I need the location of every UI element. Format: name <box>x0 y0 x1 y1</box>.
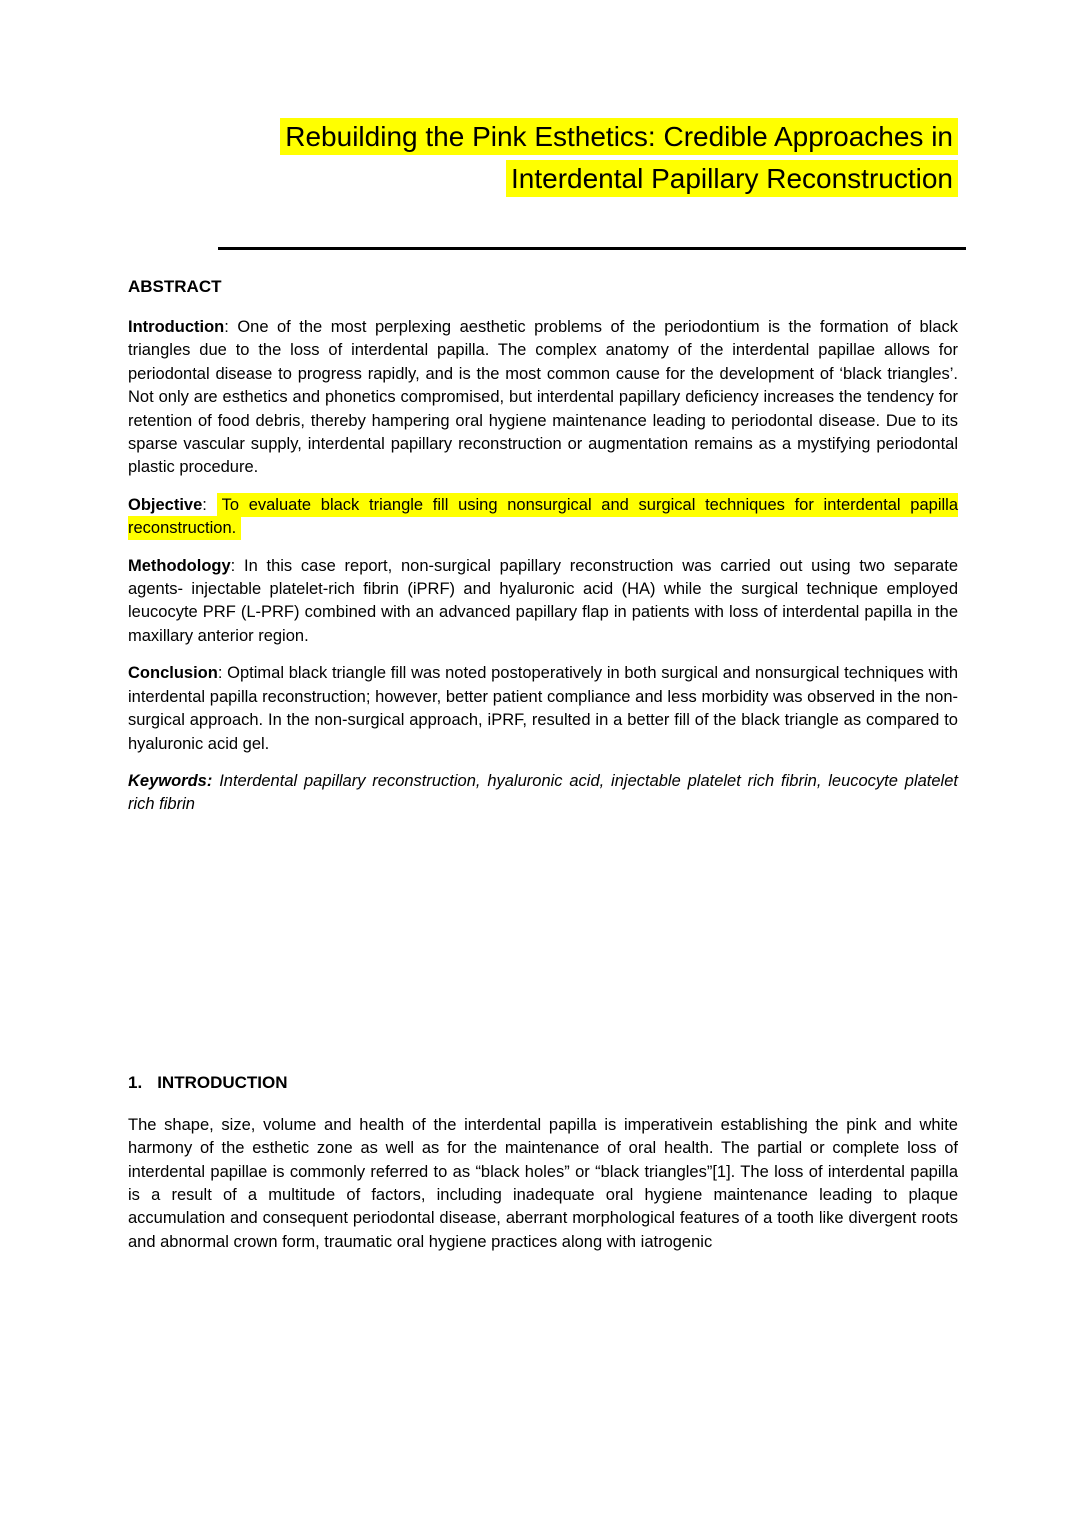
title-highlight: Rebuilding the Pink Esthetics: Credible Approaches in <box>280 118 958 155</box>
document-page <box>0 116 1088 1524</box>
title-highlight: Interdental Papillary Reconstruction <box>506 160 958 197</box>
paper-title <box>128 116 958 200</box>
objective-separator: : <box>202 495 217 514</box>
paper-title-line-2 <box>128 158 958 200</box>
introduction-label: Introduction <box>128 318 225 336</box>
paper-title-line-1 <box>128 116 958 158</box>
keywords-label: Keywords: <box>128 771 213 790</box>
objective-highlight: To evaluate black triangle fill using nonsurgical and surgical techniques for interdental papilla reconstruction. <box>128 493 958 540</box>
section-number: 1. <box>128 1072 143 1092</box>
conclusion-text: : Optimal black triangle fill was noted postoperatively in both surgical and nonsurgical techniques with interdental papilla reconstruction; however, better patient compliance and less morbidity was observed in the non-surgical approach. In the non-surgical approach, iPRF, resulted in a better fill of the black triangle as compared to hyaluronic acid gel. <box>128 664 958 753</box>
title-divider-rule <box>218 247 966 250</box>
keywords-paragraph <box>128 770 958 817</box>
abstract-introduction-paragraph <box>128 316 958 480</box>
section-title: INTRODUCTION <box>157 1072 288 1092</box>
conclusion-label: Conclusion <box>128 664 218 683</box>
objective-label: Objective <box>128 495 203 514</box>
abstract-conclusion-paragraph <box>128 662 958 756</box>
methodology-label: Methodology <box>128 556 231 575</box>
keywords-text: Interdental papillary reconstruction, hyaluronic acid, injectable platelet rich fibrin, leucocyte platelet rich fibrin <box>128 771 958 814</box>
abstract-methodology-paragraph <box>128 555 958 649</box>
abstract-objective-paragraph <box>128 494 958 541</box>
introduction-section-heading <box>128 1073 958 1093</box>
methodology-text: : In this case report, non-surgical papillary reconstruction was carried out using two separate agents- injectable platelet-rich fibrin (iPRF) and hyaluronic acid (HA) while the surgical technique employed leucocyte PRF (L-PRF) combined with an advanced papillary flap in patients with loss of interdental papilla in the maxillary anterior region. <box>128 556 958 645</box>
introduction-body-paragraph: The shape, size, volume and health of the interdental papilla is imperativein establishing the pink and white harmony of the esthetic zone as well as for the maintenance of oral health. The partial or complete loss of interdental papillae is commonly referred to as “black holes” or “black triangles”[1]. The loss of interdental papilla is a result of a multitude of factors, including inadequate oral hygiene maintenance leading to plaque accumulation and consequent periodontal disease, aberrant morphological features of a tooth like divergent roots and abnormal crown form, traumatic oral hygiene practices along with iatrogenic <box>128 1115 958 1251</box>
abstract-heading: ABSTRACT <box>128 277 222 296</box>
introduction-text: : One of the most perplexing aesthetic problems of the periodontium is the formation of black triangles due to the loss of interdental papilla. The complex anatomy of the interdental papillae allows for periodontal disease to progress rapidly, and is the most common cause for the development of ‘black triangles’. Not only are esthetics and phonetics compromised, but interdental papillary deficiency increases the tendency for retention of food debris, thereby hampering oral hygiene maintenance leading to periodontal disease. Due to its sparse vascular supply, interdental papillary reconstruction or augmentation remains as a mystifying periodontal plastic procedure. <box>128 318 958 477</box>
